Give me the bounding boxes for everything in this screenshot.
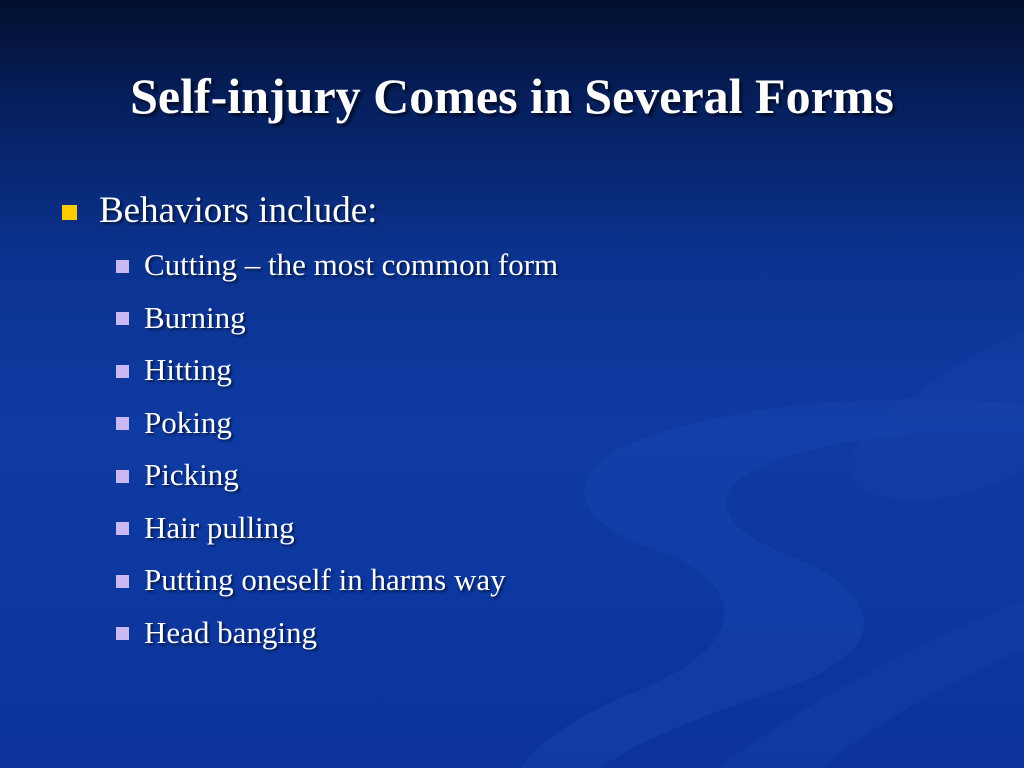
list-item-harms-way: [116, 554, 962, 607]
square-bullet-icon: [116, 417, 129, 430]
slide-body: [62, 186, 962, 659]
square-bullet-icon: [116, 522, 129, 535]
list-item-text: Cutting – the most common form: [144, 247, 559, 283]
bullet-behaviors-include: [62, 186, 962, 236]
square-bullet-icon: [116, 627, 129, 640]
list-item-hitting: [116, 344, 962, 397]
list-item-hair-pulling: [116, 502, 962, 555]
list-item-burning: [116, 292, 962, 345]
square-bullet-icon: [116, 470, 129, 483]
list-item-head-banging: [116, 607, 962, 660]
square-bullet-icon: [116, 260, 129, 273]
list-item-text: Putting oneself in harms way: [144, 562, 506, 598]
slide-title: Self-injury Comes in Several Forms: [130, 68, 894, 124]
bullet-text: Behaviors include:: [99, 190, 378, 231]
list-item-text: Head banging: [144, 614, 318, 650]
square-bullet-icon: [116, 365, 129, 378]
behaviors-list: [116, 239, 962, 659]
list-item-picking: [116, 449, 962, 502]
list-item-text: Hair pulling: [144, 509, 295, 545]
list-item-text: Picking: [144, 457, 239, 493]
list-item-text: Burning: [144, 299, 246, 335]
list-item-cutting: [116, 239, 962, 292]
square-bullet-icon: [116, 575, 129, 588]
square-bullet-icon: [62, 205, 77, 220]
list-item-text: Poking: [144, 404, 232, 440]
list-item-text: Hitting: [144, 352, 232, 388]
list-item-poking: [116, 397, 962, 450]
square-bullet-icon: [116, 312, 129, 325]
